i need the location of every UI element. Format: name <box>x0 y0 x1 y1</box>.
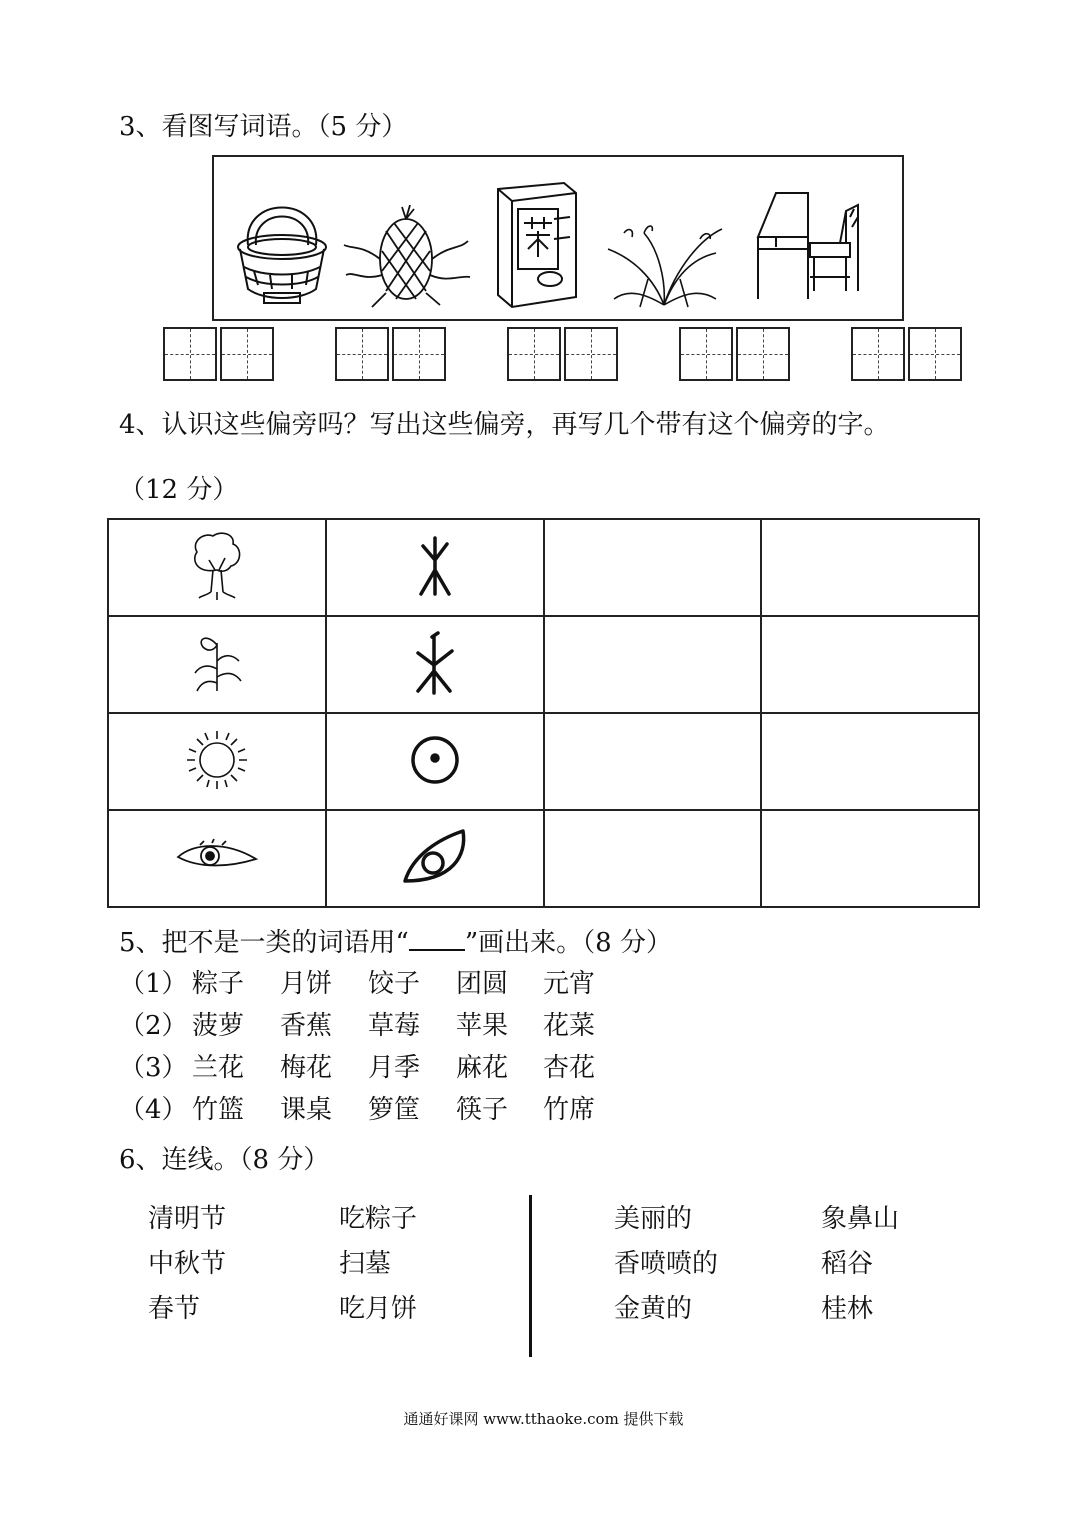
word-option[interactable]: 花菜 <box>543 1011 596 1041</box>
q4-heading: 4、认识这些偏旁吗？写出这些偏旁，再写几个带有这个偏旁的字。 <box>119 410 890 440</box>
q5-heading <box>119 922 672 959</box>
word-option[interactable]: 菠萝 <box>192 1011 245 1041</box>
table-row <box>108 519 979 616</box>
picture-cell <box>108 810 326 907</box>
eye-picture <box>174 837 260 877</box>
table-row <box>108 713 979 810</box>
table-row <box>108 810 979 907</box>
word-option[interactable]: 课桌 <box>280 1095 333 1125</box>
word-option[interactable]: 麻花 <box>456 1053 509 1083</box>
writing-box[interactable] <box>679 327 733 381</box>
word-option[interactable]: 香蕉 <box>280 1011 333 1041</box>
custom-item[interactable]: 扫墓 <box>339 1249 392 1279</box>
ancient-glyph-cell <box>326 616 544 713</box>
answer-cell[interactable] <box>761 810 979 907</box>
answer-cell[interactable] <box>544 519 762 616</box>
picture-cell <box>108 616 326 713</box>
noun-item[interactable]: 稻谷 <box>821 1249 874 1279</box>
word-option[interactable]: 筷子 <box>456 1095 509 1125</box>
word-option[interactable]: 月饼 <box>280 969 333 999</box>
basket-picture <box>234 185 330 309</box>
row-number: （3） <box>119 1053 188 1083</box>
q4-points: （12 分） <box>119 475 239 505</box>
row-number: （2） <box>119 1011 188 1041</box>
festival-item[interactable]: 清明节 <box>148 1204 227 1234</box>
writing-box[interactable] <box>908 327 962 381</box>
answer-cell[interactable] <box>544 713 762 810</box>
q5-heading-before: 5、把不是一类的词语用“ <box>119 928 409 958</box>
footer-credit: 通通好课网 www.tthaoke.com 提供下载 <box>403 1410 684 1428</box>
adjective-item[interactable]: 美丽的 <box>614 1204 693 1234</box>
noun-item[interactable]: 桂林 <box>821 1294 874 1324</box>
tea-box-picture <box>494 179 580 311</box>
writing-box[interactable] <box>220 327 274 381</box>
answer-cell[interactable] <box>761 616 979 713</box>
desk-chair-picture <box>754 187 864 303</box>
festival-item[interactable]: 春节 <box>148 1294 201 1324</box>
q3-heading: 3、看图写词语。（5 分） <box>119 112 408 142</box>
word-option[interactable]: 元宵 <box>543 969 596 999</box>
custom-item[interactable]: 吃月饼 <box>339 1294 418 1324</box>
tree-picture <box>187 530 247 602</box>
picture-cell <box>108 519 326 616</box>
word-option[interactable]: 箩筐 <box>368 1095 421 1125</box>
word-option[interactable]: 竹篮 <box>192 1095 245 1125</box>
row-number: （4） <box>119 1095 188 1125</box>
word-option[interactable]: 竹席 <box>543 1095 596 1125</box>
pineapple-picture <box>342 205 472 309</box>
word-option[interactable]: 月季 <box>368 1053 421 1083</box>
picture-cell <box>108 713 326 810</box>
answer-cell[interactable] <box>761 713 979 810</box>
underline-sample <box>409 927 465 951</box>
word-option[interactable]: 团圆 <box>456 969 509 999</box>
q3-picture-frame <box>212 155 904 321</box>
word-option[interactable]: 苹果 <box>456 1011 509 1041</box>
orchid-picture <box>604 209 724 309</box>
custom-item[interactable]: 吃粽子 <box>339 1204 418 1234</box>
word-option[interactable]: 兰花 <box>192 1053 245 1083</box>
adjective-item[interactable]: 金黄的 <box>614 1294 693 1324</box>
festival-item[interactable]: 中秋节 <box>148 1249 227 1279</box>
answer-cell[interactable] <box>761 519 979 616</box>
ancient-glyph-cell <box>326 810 544 907</box>
writing-box[interactable] <box>851 327 905 381</box>
word-option[interactable]: 饺子 <box>368 969 421 999</box>
vertical-divider <box>529 1195 532 1357</box>
eye-radical-glyph <box>399 825 471 889</box>
writing-box[interactable] <box>736 327 790 381</box>
row-number: （1） <box>119 969 188 999</box>
wood-radical-glyph <box>415 534 455 598</box>
q4-radical-table <box>107 518 980 908</box>
writing-box[interactable] <box>392 327 446 381</box>
ancient-glyph-cell <box>326 713 544 810</box>
grain-plant-picture <box>187 633 247 693</box>
q6-heading: 6、连线。（8 分） <box>119 1145 330 1175</box>
table-row <box>108 616 979 713</box>
writing-box[interactable] <box>163 327 217 381</box>
word-option[interactable]: 粽子 <box>192 969 245 999</box>
sun-picture <box>179 727 255 793</box>
word-option[interactable]: 草莓 <box>368 1011 421 1041</box>
answer-cell[interactable] <box>544 616 762 713</box>
word-option[interactable]: 梅花 <box>280 1053 333 1083</box>
answer-cell[interactable] <box>544 810 762 907</box>
q5-heading-after: ”画出来。（8 分） <box>464 928 672 958</box>
noun-item[interactable]: 象鼻山 <box>821 1204 900 1234</box>
writing-box[interactable] <box>335 327 389 381</box>
grain-radical-glyph <box>412 631 458 695</box>
writing-box[interactable] <box>564 327 618 381</box>
ancient-glyph-cell <box>326 519 544 616</box>
word-option[interactable]: 杏花 <box>543 1053 596 1083</box>
adjective-item[interactable]: 香喷喷的 <box>614 1249 719 1279</box>
writing-box[interactable] <box>507 327 561 381</box>
sun-radical-glyph <box>405 730 465 790</box>
